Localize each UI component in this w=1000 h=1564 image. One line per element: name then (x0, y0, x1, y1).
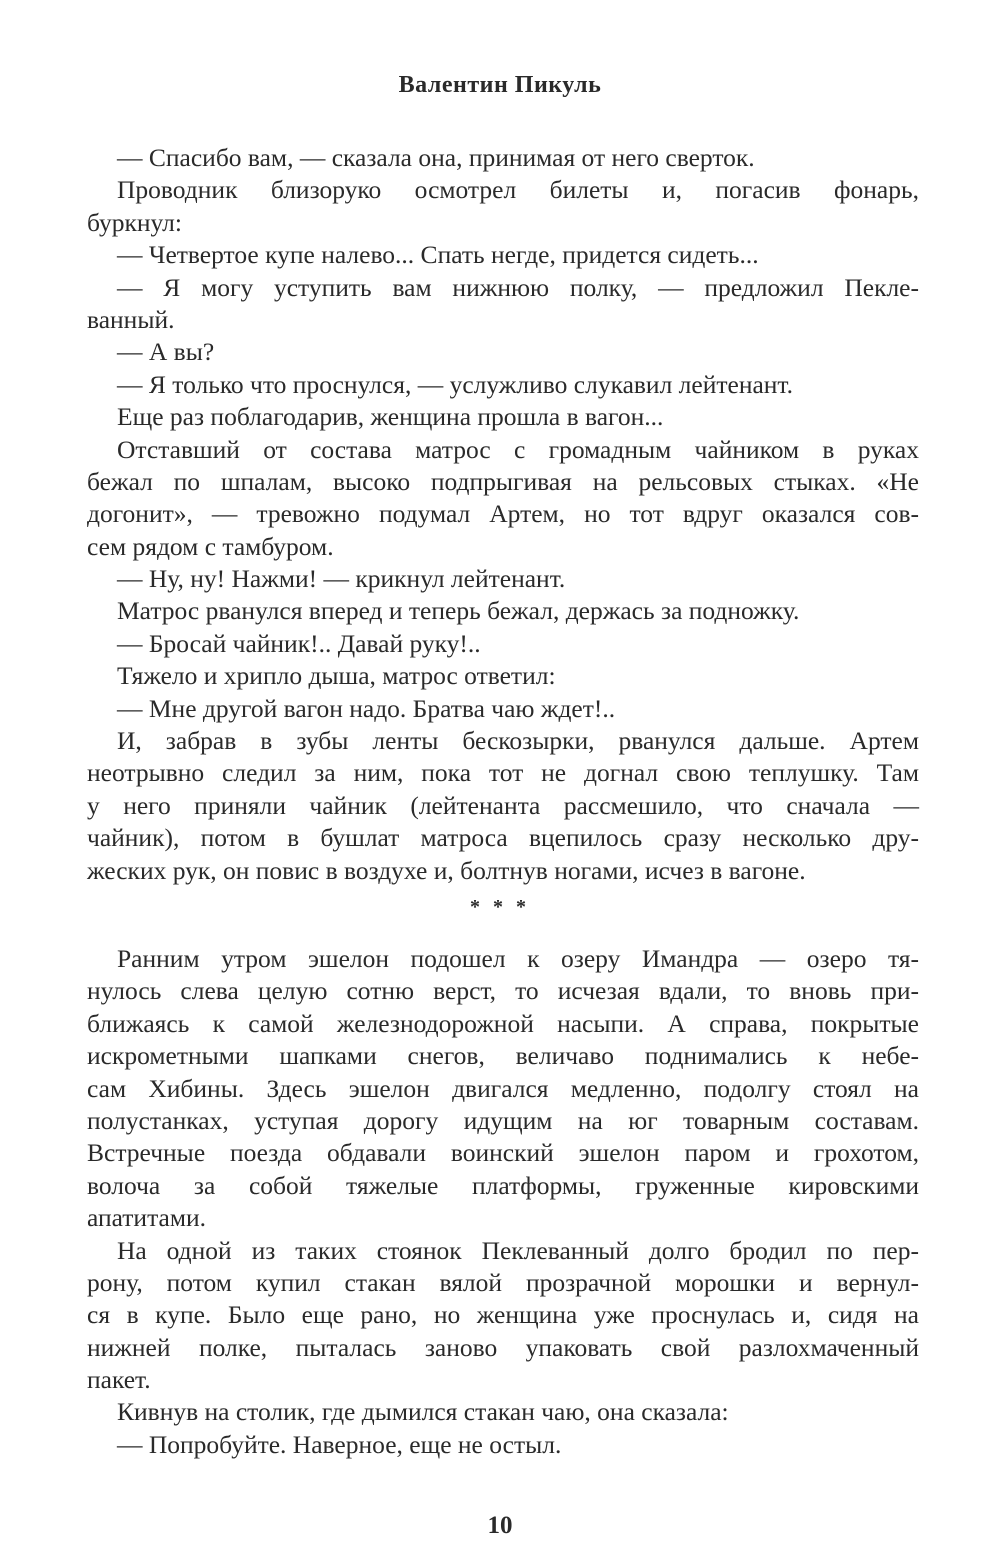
text-line: ся в купе. Было еще рано, но женщина уже проснулась и, сидя на (87, 1300, 919, 1330)
text-line: — Мне другой вагон надо. Братва чаю ждет!.. (117, 693, 616, 723)
text-line: — Бросай чайник!.. Давай руку!.. (117, 628, 481, 658)
text-line: нулось слева целую сотню верст, то исчезая вдали, то вновь при- (87, 976, 919, 1006)
text-line: Еще раз поблагодарив, женщина прошла в вагон... (117, 402, 664, 432)
text-line: — А вы? (117, 337, 215, 367)
paragraph (117, 1429, 919, 1461)
text-line: догонит», — тревожно подумал Артем, но тот вдруг оказался сов- (87, 499, 919, 529)
text-line: ближаясь к самой железнодорожной насыпи. А справа, покрытые (87, 1008, 919, 1038)
text-line: Кивнув на столик, где дымился стакан чаю, она сказала: (117, 1397, 729, 1427)
text-section-2 (87, 943, 919, 1461)
text-line: сем рядом с тамбуром. (87, 531, 334, 561)
text-line: пакет. (87, 1365, 151, 1395)
page-number: 10 (487, 1512, 513, 1539)
running-header-author: Валентин Пикуль (398, 72, 602, 98)
text-line: — Четвертое купе налево... Спать негде, придется сидеть... (117, 240, 759, 270)
text-line: буркнул: (87, 207, 182, 237)
paragraph (87, 434, 919, 564)
text-line: бежал по шпалам, высоко подпрыгивая на рельсовых стыках. «Не (87, 466, 919, 496)
text-line: Проводник близоруко осмотрел билеты и, погасив фонарь, (117, 175, 919, 205)
paragraph (117, 660, 919, 692)
text-line: неотрывно следил за ним, пока тот не догнал свою теплушку. Там (87, 758, 919, 788)
paragraph (117, 239, 919, 271)
text-line: полустанках, уступая дорогу идущим на юг товарным составам. (87, 1105, 919, 1135)
text-line: — Спасибо вам, — сказала она, принимая от него сверток. (117, 143, 755, 172)
paragraph (117, 1396, 919, 1428)
text-line: сам Хибины. Здесь эшелон двигался медленно, подолгу стоял на (87, 1073, 919, 1103)
text-line: рону, потом купил стакан вялой прозрачной морошки и вернул- (87, 1267, 919, 1297)
text-line: нижней полке, пыталась заново упаковать свой разлохмаченный (87, 1332, 919, 1362)
text-section-1 (87, 142, 919, 887)
text-line: — Попробуйте. Наверное, еще не остыл. (117, 1429, 562, 1459)
paragraph (87, 272, 919, 337)
text-line: Ранним утром эшелон подошел к озеру Имандра — озеро тя- (117, 944, 919, 973)
text-line: чайник), потом в бушлат матроса вцепилось сразу несколько дру- (87, 823, 919, 853)
paragraph (117, 142, 919, 174)
text-line: жеских рук, он повис в воздухе и, болтнув ногами, исчез в вагоне. (87, 855, 806, 885)
text-line: Матрос рванулся вперед и теперь бежал, держась за подножку. (117, 596, 800, 626)
paragraph (87, 725, 919, 887)
paragraph (117, 401, 919, 433)
text-line: искрометными шапками снегов, величаво поднимались к небе- (87, 1041, 919, 1071)
paragraph (117, 693, 919, 725)
text-line: И, забрав в зубы ленты бескозырки, рванулся дальше. Артем (117, 726, 919, 756)
text-line: волоча за собой тяжелые платформы, груженные кировскими (87, 1170, 919, 1200)
text-line: — Я только что проснулся, — услужливо слукавил лейтенант. (117, 369, 794, 399)
section-separator: * * * (470, 896, 530, 918)
text-line: ванный. (87, 304, 175, 334)
text-line: апатитами. (87, 1203, 207, 1233)
paragraph (87, 174, 919, 239)
text-line: Отставший от состава матрос с громадным чайником в руках (117, 434, 919, 464)
text-line: — Я могу уступить вам нижнюю полку, — предложил Пекле- (117, 272, 919, 302)
paragraph (87, 1235, 919, 1397)
paragraph (117, 628, 919, 660)
paragraph (117, 336, 919, 368)
text-line: Тяжело и хрипло дыша, матрос ответил: (117, 661, 556, 691)
text-line: — Ну, ну! Нажми! — крикнул лейтенант. (117, 564, 566, 594)
text-line: у него приняли чайник (лейтенанта рассмешило, что сначала — (87, 790, 919, 820)
paragraph (87, 943, 919, 1235)
paragraph (117, 595, 919, 627)
text-line: На одной из таких стоянок Пеклеванный долго бродил по пер- (117, 1235, 919, 1265)
text-line: Встречные поезда обдавали воинский эшелон паром и грохотом, (87, 1138, 919, 1168)
paragraph (117, 563, 919, 595)
paragraph (117, 369, 919, 401)
